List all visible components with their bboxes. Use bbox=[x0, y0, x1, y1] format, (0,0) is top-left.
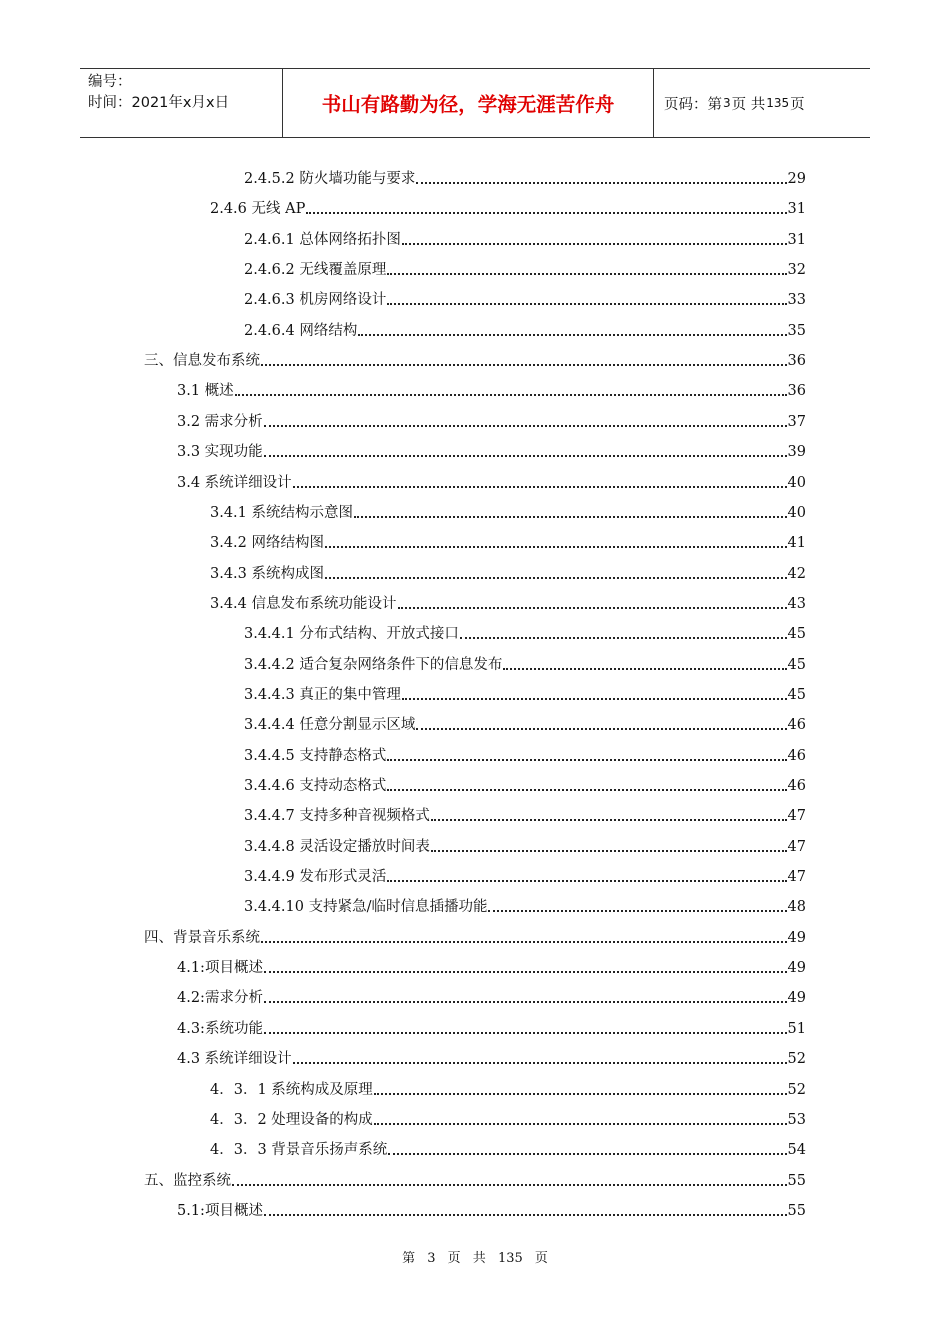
toc-entry-page: 52 bbox=[787, 1081, 806, 1098]
toc-entry-page: 37 bbox=[787, 413, 806, 430]
toc-entry-title: 4．3．2 处理设备的构成 bbox=[210, 1111, 373, 1128]
toc-dot-leader bbox=[387, 789, 786, 791]
toc-entry-page: 43 bbox=[787, 595, 806, 612]
toc-entry-title: 3.4.2 网络结构图 bbox=[210, 535, 325, 552]
toc-entry[interactable] bbox=[210, 591, 806, 613]
toc-dot-leader bbox=[264, 1214, 787, 1216]
toc-dot-leader bbox=[261, 364, 787, 366]
toc-entry-title: 3.4.4.6 支持动态格式 bbox=[244, 778, 387, 794]
toc-dot-leader bbox=[387, 880, 786, 882]
toc-entry-title: 4.1:项目概述 bbox=[177, 960, 263, 977]
toc-dot-leader bbox=[264, 1001, 787, 1003]
time-text: 时间：2021年x月x日 bbox=[88, 95, 230, 111]
toc-entry-title: 3.1 概述 bbox=[177, 383, 234, 400]
toc-dot-leader bbox=[325, 546, 787, 548]
header-page-info bbox=[654, 69, 870, 137]
toc-dot-leader bbox=[264, 425, 787, 427]
toc-entry[interactable] bbox=[177, 985, 806, 1007]
toc-entry[interactable] bbox=[210, 1137, 806, 1159]
toc-entry[interactable] bbox=[210, 1107, 806, 1129]
toc-entry-page: 45 bbox=[787, 686, 806, 703]
toc-dot-leader bbox=[460, 637, 787, 639]
toc-entry[interactable] bbox=[177, 1016, 806, 1038]
toc-dot-leader bbox=[387, 273, 786, 275]
toc-dot-leader bbox=[431, 850, 787, 852]
toc-entry-page: 48 bbox=[787, 899, 806, 916]
toc-entry[interactable] bbox=[244, 227, 806, 249]
toc-entry-page: 36 bbox=[787, 353, 806, 370]
toc-entry-title: 2.4.6 无线 AP bbox=[210, 201, 306, 218]
toc-entry[interactable] bbox=[244, 894, 806, 916]
toc-entry-title: 3.4.4.4 任意分割显示区域 bbox=[244, 717, 416, 734]
toc-entry-title: 4.3 系统详细设计 bbox=[177, 1051, 292, 1068]
toc-entry[interactable] bbox=[210, 500, 806, 522]
toc-entry-page: 46 bbox=[787, 747, 806, 764]
toc-dot-leader bbox=[503, 668, 786, 670]
toc-entry[interactable] bbox=[244, 257, 806, 279]
toc-dot-leader bbox=[387, 759, 786, 761]
toc-dot-leader bbox=[374, 1093, 787, 1095]
toc-entry-page: 49 bbox=[787, 929, 806, 946]
toc-entry-title: 2.4.6.3 机房网络设计 bbox=[244, 292, 387, 309]
toc-dot-leader bbox=[293, 486, 787, 488]
toc-entry[interactable] bbox=[210, 196, 806, 218]
toc-entry-title: 3.4.4.5 支持静态格式 bbox=[244, 747, 387, 764]
toc-entry[interactable] bbox=[177, 1046, 806, 1068]
toc-entry-page: 42 bbox=[787, 565, 806, 582]
toc-entry-page: 54 bbox=[787, 1142, 806, 1159]
toc-entry-page: 47 bbox=[787, 808, 806, 825]
toc-entry[interactable] bbox=[244, 803, 806, 825]
toc-entry-title: 四、背景音乐系统 bbox=[144, 929, 260, 946]
toc-dot-leader bbox=[402, 698, 787, 700]
toc-entry-title: 3.4.3 系统构成图 bbox=[210, 565, 325, 582]
toc-dot-leader bbox=[398, 607, 787, 609]
toc-entry-page: 29 bbox=[787, 171, 806, 187]
page-prefix: 页码：第 bbox=[664, 96, 722, 113]
toc-entry[interactable] bbox=[244, 652, 806, 674]
toc-entry-title: 2.4.6.1 总体网络拓扑图 bbox=[244, 231, 401, 248]
page-header bbox=[80, 68, 870, 138]
page-mid: 页 共 bbox=[731, 96, 766, 113]
toc-entry-page: 40 bbox=[787, 474, 806, 491]
toc-entry-title: 3.4.4.1 分布式结构、开放式接口 bbox=[244, 626, 459, 643]
footer-mid2: 共 bbox=[472, 1251, 486, 1266]
toc-entry-title: 三、信息发布系统 bbox=[144, 353, 260, 370]
toc-entry[interactable] bbox=[244, 743, 806, 765]
toc-entry-page: 55 bbox=[787, 1172, 806, 1189]
toc-dot-leader bbox=[354, 516, 787, 518]
toc-dot-leader bbox=[416, 728, 786, 730]
toc-dot-leader bbox=[488, 910, 786, 912]
footer-current: 3 bbox=[427, 1251, 436, 1266]
toc-entry-page: 40 bbox=[787, 504, 806, 521]
toc-entry-page: 33 bbox=[787, 292, 806, 309]
toc-entry-title: 3.3 实现功能 bbox=[177, 444, 263, 461]
toc-entry-page: 45 bbox=[787, 656, 806, 673]
toc-entry-page: 31 bbox=[787, 201, 806, 218]
toc-entry[interactable] bbox=[144, 925, 806, 947]
toc-entry-title: 2.4.6.2 无线覆盖原理 bbox=[244, 262, 387, 279]
footer-prefix: 第 bbox=[402, 1251, 416, 1266]
code-label: 编号： bbox=[88, 74, 132, 90]
toc-dot-leader bbox=[264, 455, 787, 457]
toc-entry-title: 3.4.4.2 适合复杂网络条件下的信息发布 bbox=[244, 656, 503, 673]
toc-entry[interactable] bbox=[210, 561, 806, 583]
toc-entry-page: 55 bbox=[787, 1202, 806, 1219]
toc-entry-title: 五、监控系统 bbox=[144, 1172, 231, 1189]
header-motto: 书山有路勤为径，学海无涯苦作舟 bbox=[282, 69, 654, 137]
toc-dot-leader bbox=[431, 819, 787, 821]
toc-dot-leader bbox=[261, 941, 787, 943]
toc-entry[interactable] bbox=[177, 470, 806, 492]
toc-entry-page: 39 bbox=[787, 444, 806, 461]
toc-entry[interactable] bbox=[177, 439, 806, 461]
toc-entry-page: 51 bbox=[787, 1020, 806, 1037]
toc-entry-page: 49 bbox=[787, 960, 806, 977]
toc-entry[interactable] bbox=[244, 166, 806, 188]
toc-entry-title: 3.4.4 信息发布系统功能设计 bbox=[210, 595, 397, 612]
toc-entry-page: 47 bbox=[787, 869, 806, 886]
toc-entry-title: 4．3．3 背景音乐扬声系统 bbox=[210, 1142, 388, 1159]
toc-entry-title: 4.2:需求分析 bbox=[177, 990, 263, 1007]
page-total: 135 bbox=[766, 96, 790, 110]
header-meta bbox=[80, 69, 282, 137]
toc-entry-page: 35 bbox=[787, 322, 806, 339]
toc-entry[interactable] bbox=[177, 955, 806, 977]
toc-entry[interactable] bbox=[244, 712, 806, 734]
toc-dot-leader bbox=[264, 971, 787, 973]
toc-entry-page: 41 bbox=[787, 535, 806, 552]
toc-entry-page: 47 bbox=[787, 838, 806, 855]
footer-mid1: 页 bbox=[447, 1251, 461, 1266]
toc-dot-leader bbox=[293, 1062, 787, 1064]
toc-entry[interactable] bbox=[144, 348, 806, 370]
toc-entry-page: 45 bbox=[787, 626, 806, 643]
toc-entry[interactable] bbox=[244, 318, 806, 340]
toc-entry[interactable] bbox=[210, 1077, 806, 1099]
toc-entry-title: 3.4.4.9 发布形式灵活 bbox=[244, 869, 387, 886]
toc-entry-title: 3.4 系统详细设计 bbox=[177, 474, 292, 491]
toc-dot-leader bbox=[264, 1032, 787, 1034]
toc-entry-title: 3.4.4.10 支持紧急/临时信息插播功能 bbox=[244, 899, 488, 916]
toc-entry-title: 3.4.4.8 灵活设定播放时间表 bbox=[244, 838, 430, 855]
toc-dot-leader bbox=[387, 303, 786, 305]
toc-entry-page: 46 bbox=[787, 717, 806, 734]
toc-entry[interactable] bbox=[244, 773, 806, 795]
page-suffix: 页 bbox=[790, 96, 805, 113]
toc-entry-page: 53 bbox=[787, 1111, 806, 1128]
toc-dot-leader bbox=[402, 243, 787, 245]
toc-entry[interactable] bbox=[177, 409, 806, 431]
toc-entry-page: 31 bbox=[787, 231, 806, 248]
toc-entry-title: 3.2 需求分析 bbox=[177, 413, 263, 430]
toc-entry-title: 4．3．1 系统构成及原理 bbox=[210, 1081, 373, 1098]
toc-dot-leader bbox=[388, 1153, 786, 1155]
toc-entry[interactable] bbox=[244, 682, 806, 704]
page-current: 3 bbox=[723, 96, 731, 110]
toc-dot-leader bbox=[325, 577, 787, 579]
toc-entry[interactable] bbox=[244, 834, 806, 856]
toc-entry-page: 32 bbox=[787, 262, 806, 279]
toc-entry-page: 46 bbox=[787, 778, 806, 794]
toc-entry[interactable] bbox=[244, 621, 806, 643]
toc-entry-page: 49 bbox=[787, 990, 806, 1007]
toc-entry-title: 4.3:系统功能 bbox=[177, 1020, 263, 1037]
toc-entry-title: 3.4.4.3 真正的集中管理 bbox=[244, 686, 401, 703]
toc-dot-leader bbox=[306, 212, 786, 214]
toc-entry[interactable] bbox=[244, 864, 806, 886]
toc-entry-title: 2.4.6.4 网络结构 bbox=[244, 322, 358, 339]
toc-dot-leader bbox=[358, 334, 786, 336]
toc-entry-title: 3.4.1 系统结构示意图 bbox=[210, 504, 354, 521]
toc-entry[interactable] bbox=[177, 1198, 806, 1220]
toc-entry-title: 2.4.5.2 防火墙功能与要求 bbox=[244, 171, 416, 187]
page-footer bbox=[0, 1247, 950, 1266]
toc-entry[interactable] bbox=[144, 1168, 806, 1190]
toc-dot-leader bbox=[235, 394, 787, 396]
toc-entry[interactable] bbox=[210, 530, 806, 552]
footer-total: 135 bbox=[497, 1251, 523, 1266]
toc-entry-title: 5.1:项目概述 bbox=[177, 1202, 263, 1219]
toc-entry[interactable] bbox=[177, 378, 806, 400]
toc-dot-leader bbox=[374, 1123, 787, 1125]
toc-entry-page: 36 bbox=[787, 383, 806, 400]
toc-dot-leader bbox=[416, 182, 786, 184]
toc-entry-title: 3.4.4.7 支持多种音视频格式 bbox=[244, 808, 430, 825]
toc-entry-page: 52 bbox=[787, 1051, 806, 1068]
toc-dot-leader bbox=[232, 1184, 787, 1186]
footer-suffix: 页 bbox=[534, 1251, 548, 1266]
toc-entry[interactable] bbox=[244, 287, 806, 309]
